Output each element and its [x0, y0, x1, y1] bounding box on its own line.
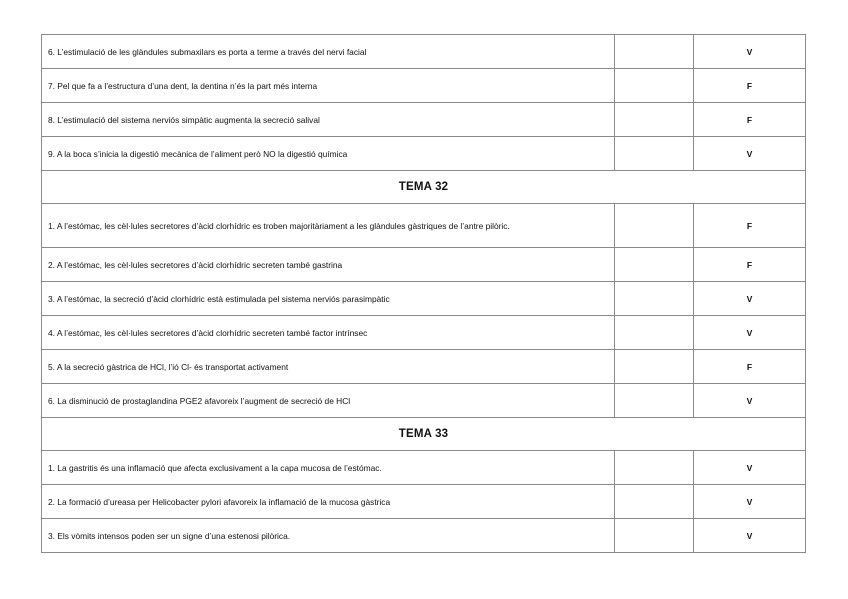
answer-value: V [694, 316, 806, 350]
empty-cell [615, 204, 694, 248]
empty-cell [615, 451, 694, 485]
table-row [42, 316, 806, 350]
answer-value: F [694, 350, 806, 384]
question-text: 1. La gastritis és una inflamació que afecta exclusivament a la capa mucosa de l’estómac. [42, 451, 615, 485]
table-row [42, 282, 806, 316]
table-row [42, 248, 806, 282]
question-text: 9. A la boca s’inicia la digestió mecànica de l’aliment però NO la digestió química [42, 137, 615, 171]
question-text: 7. Pel que fa a l’estructura d’una dent, la dentina n’és la part més interna [42, 69, 615, 103]
table-row [42, 384, 806, 418]
answer-value: V [694, 485, 806, 519]
table-row [42, 69, 806, 103]
section-title-tema32: TEMA 32 [42, 171, 806, 204]
section-header-row [42, 171, 806, 204]
question-text: 3. Els vòmits intensos poden ser un signe d’una estenosi pilòrica. [42, 519, 615, 553]
question-text: 2. La formació d’ureasa per Helicobacter pylori afavoreix la inflamació de la mucosa gàstrica [42, 485, 615, 519]
answer-value: F [694, 103, 806, 137]
empty-cell [615, 69, 694, 103]
question-text: 4. A l’estómac, les cèl·lules secretores d’àcid clorhídric secreten també factor intrínsec [42, 316, 615, 350]
answer-value: V [694, 384, 806, 418]
answer-value: V [694, 519, 806, 553]
answer-value: F [694, 69, 806, 103]
empty-cell [615, 485, 694, 519]
answer-value: V [694, 451, 806, 485]
section-title-tema33: TEMA 33 [42, 418, 806, 451]
question-text: 3. A l’estómac, la secreció d’àcid clorhídric està estimulada pel sistema nerviós parasimpàtic [42, 282, 615, 316]
table-row [42, 137, 806, 171]
answer-value: F [694, 248, 806, 282]
empty-cell [615, 282, 694, 316]
table-row [42, 350, 806, 384]
empty-cell [615, 384, 694, 418]
answer-value: V [694, 282, 806, 316]
empty-cell [615, 248, 694, 282]
table-row [42, 451, 806, 485]
table-row [42, 35, 806, 69]
question-text: 2. A l’estómac, les cèl·lules secretores d’àcid clorhídric secreten també gastrina [42, 248, 615, 282]
table-row [42, 519, 806, 553]
question-text: 6. L’estimulació de les glàndules submaxilars es porta a terme a través del nervi facial [42, 35, 615, 69]
table-row [42, 485, 806, 519]
empty-cell [615, 519, 694, 553]
question-text: 5. A la secreció gàstrica de HCl, l’ió Cl- és transportat activament [42, 350, 615, 384]
empty-cell [615, 35, 694, 69]
answer-value: V [694, 137, 806, 171]
answers-table [41, 34, 806, 553]
empty-cell [615, 316, 694, 350]
table-row [42, 204, 806, 248]
table-row [42, 103, 806, 137]
answer-value: F [694, 204, 806, 248]
section-header-row [42, 418, 806, 451]
question-text: 6. La disminució de prostaglandina PGE2 afavoreix l’augment de secreció de HCl [42, 384, 615, 418]
empty-cell [615, 137, 694, 171]
empty-cell [615, 103, 694, 137]
answer-value: V [694, 35, 806, 69]
empty-cell [615, 350, 694, 384]
question-text: 1. A l’estómac, les cèl·lules secretores d’àcid clorhídric es troben majoritàriament a les glàndules gàstriques de l’antre pilòric. [42, 204, 615, 248]
question-text: 8. L’estimulació del sistema nerviós simpàtic augmenta la secreció salival [42, 103, 615, 137]
